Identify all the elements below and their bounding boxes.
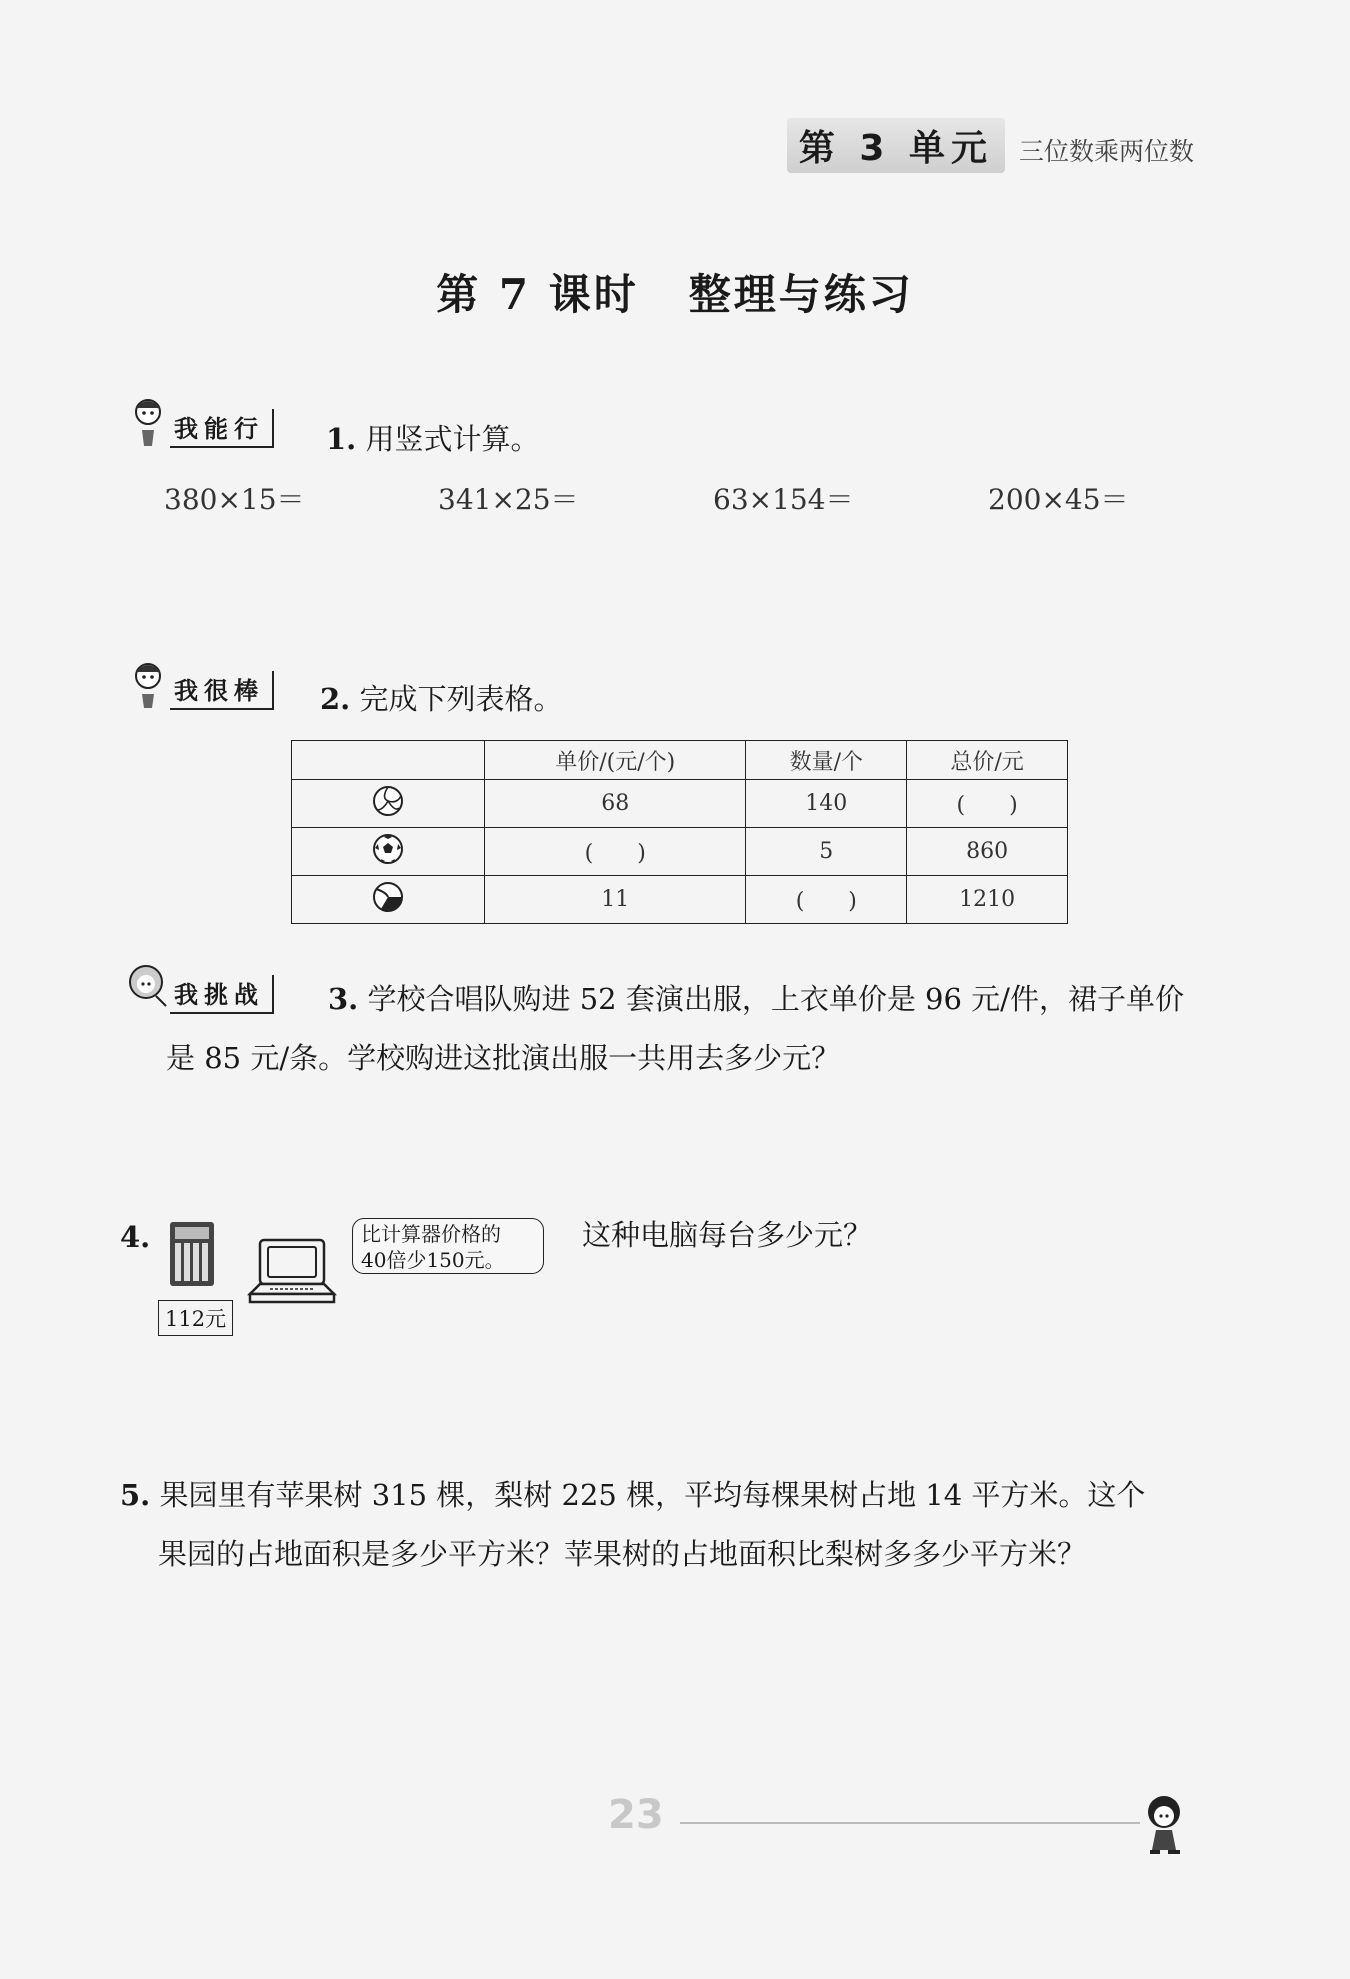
quantity-cell: 140	[746, 780, 907, 828]
question-1	[326, 410, 540, 468]
lesson-title	[0, 262, 1350, 322]
calc-item: 341×25＝	[438, 483, 579, 516]
question-text: 用竖式计算。	[365, 422, 540, 456]
calc-item: 63×154＝	[713, 483, 854, 516]
calc-item: 200×45＝	[988, 483, 1129, 516]
mascot-icon	[126, 962, 170, 1014]
badge-label: 我很棒	[170, 671, 274, 710]
unit-title: 第 3 单元	[787, 118, 1005, 173]
question-number: 3.	[328, 982, 359, 1016]
question-number: 2.	[320, 682, 351, 716]
soccer-ball-icon	[371, 832, 405, 866]
footer-divider	[680, 1822, 1140, 1824]
question-text: 学校合唱队购进 52 套演出服，上衣单价是 96 元/件，裙子单价	[367, 982, 1184, 1016]
table-row	[292, 876, 1068, 924]
total-cell: 1210	[907, 876, 1068, 924]
question-text: 果园里有苹果树 315 棵，梨树 225 棵，平均每棵果树占地 14 平方米。这个	[159, 1478, 1146, 1512]
page-number: 23	[608, 1792, 664, 1838]
calculator-icon	[170, 1222, 214, 1286]
total-cell: ( )	[907, 780, 1068, 828]
badge-label: 我能行	[170, 409, 274, 448]
unit-price-cell: 68	[485, 780, 746, 828]
price-tag: 112元	[158, 1300, 233, 1336]
total-cell: 860	[907, 828, 1068, 876]
table-row	[292, 780, 1068, 828]
computer-icon	[246, 1236, 338, 1308]
question-text: 这种电脑每台多少元？	[582, 1218, 873, 1252]
unit-price-cell: 11	[485, 876, 746, 924]
table-header: 单价/(元/个)	[485, 741, 746, 780]
volleyball-icon	[371, 784, 405, 818]
calc-item: 380×15＝	[164, 483, 305, 516]
question-text: 完成下列表格。	[359, 682, 563, 716]
lesson-number: 第 7 课时	[436, 270, 639, 319]
mascot-icon	[1136, 1790, 1196, 1860]
question-5-line-2: 果园的占地面积是多少平方米？苹果树的占地面积比梨树多多少平方米？	[158, 1537, 1087, 1571]
question-3-line-1	[328, 970, 1208, 1028]
quantity-cell: 5	[746, 828, 907, 876]
question-number: 5.	[120, 1478, 151, 1512]
badge-challenge	[126, 962, 274, 1014]
mascot-icon	[126, 396, 170, 448]
badge-great	[126, 658, 274, 710]
question-number: 4.	[120, 1220, 151, 1254]
item-cell	[292, 828, 485, 876]
unit-price-cell: ( )	[485, 828, 746, 876]
question-3-line-2: 是 85 元/条。学校购进这批演出服一共用去多少元？	[166, 1041, 841, 1075]
speech-bubble	[352, 1218, 544, 1274]
lesson-topic: 整理与练习	[688, 270, 914, 319]
badge-i-can	[126, 396, 274, 448]
table-header: 数量/个	[746, 741, 907, 780]
basketball-icon	[371, 880, 405, 914]
unit-header	[787, 118, 1194, 173]
table-header: 总价/元	[907, 741, 1068, 780]
question-5-line-1	[120, 1466, 1220, 1524]
mascot-icon	[126, 658, 170, 710]
table-row	[292, 828, 1068, 876]
question-2	[320, 670, 563, 728]
question-number: 1.	[326, 422, 357, 456]
quantity-cell: ( )	[746, 876, 907, 924]
unit-subject: 三位数乘两位数	[1018, 137, 1194, 166]
table-header-row	[292, 741, 1068, 780]
badge-label: 我挑战	[170, 975, 274, 1014]
bubble-line: 40倍少150元。	[361, 1248, 505, 1272]
bubble-line: 比计算器价格的	[361, 1222, 501, 1246]
item-cell	[292, 780, 485, 828]
item-cell	[292, 876, 485, 924]
table-header-empty	[292, 741, 485, 780]
price-table	[291, 740, 1068, 924]
